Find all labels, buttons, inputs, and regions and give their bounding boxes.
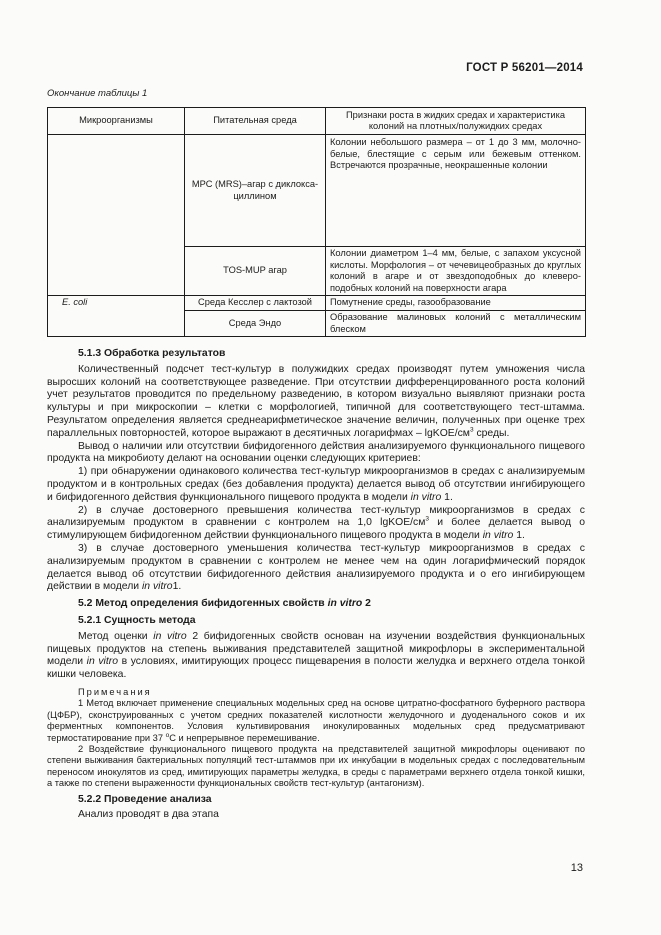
- note-1: 1 Метод включает применение специальных модельных сред на основе цитратно-фосфатного буферного раствора (ЦФБР), сконструированных с учетом средних показателей кислотности желудочного и дуоденального соков и их ферментных компонентов. Условия культивирования инокулированных модельных сред предусматривают термостатирование при 37 $^о$С и непрерывное перемешивание.: [47, 698, 585, 743]
- header-medium: Питательная среда: [185, 108, 326, 135]
- section-title-5-2: 5.2 Метод определения бифидогенных свойств in vitro 2: [78, 598, 371, 610]
- header-signs: Признаки роста в жидких средах и характеристика колоний на плотных/полужидких средах: [326, 108, 586, 135]
- signs-cell: Колонии диаметром 1–4 мм, белые, с запахом уксусной кислоты. Морфология – от чечевицеобразных до круглых колоний в агаре и от звездоподобных до клевероподобных колоний на поверхности агара: [326, 247, 586, 296]
- body-text: [47, 348, 585, 822]
- header-organisms: Микроорганизмы: [48, 108, 185, 135]
- table-row: [48, 296, 586, 311]
- medium-cell: МРС (MRS)–агар с диклокса-циллином: [185, 135, 326, 247]
- paragraph: Вывод о наличии или отсутствии бифидогенного действия анализируемого функционального пищевого продукта на микробиоту делают на основании оценки следующих критериев:: [47, 440, 585, 465]
- notes: [47, 687, 585, 790]
- page-number: 13: [570, 862, 583, 874]
- document-code: ГОСТ Р 56201—2014: [466, 62, 583, 74]
- criterion-1: 1) при обнаружении одинакового количества тест-культур микроорганизмов в средах с анализируемым продуктом и в контрольных средах (без добавления продукта) делается вывод об отсутствии ингибирующего и бифидогенного действия функционального пищевого продукта в модели in vitro 1.: [47, 466, 585, 503]
- medium-cell: TOS-MUP агар: [185, 247, 326, 296]
- paragraph: Анализ проводят в два этапа: [78, 809, 219, 821]
- table-header-row: [48, 108, 586, 135]
- medium-cell: Среда Эндо: [185, 311, 326, 337]
- signs-cell: Колонии небольшого размера – от 1 до 3 мм, молочно-белые, блестящие с серым или бежевым оттенком. Встречаются прозрачные, неокрашенные колонии: [326, 135, 586, 247]
- section-title-5-2-1: 5.2.1 Сущность метода: [78, 614, 196, 626]
- notes-title: Примечания: [78, 686, 152, 697]
- section-title-5-2-2: 5.2.2 Проведение анализа: [78, 793, 212, 805]
- criterion-3: 3) в случае достоверного уменьшения количества тест-культур микроорганизмов в средах с анализируемым продуктом в сравнении с контролем не менее чем на один логарифмический порядок делается вывод об отсутствии бифидогенного действия анализируемого продукта и о его ингибирующем действии в модели in vitro1.: [47, 542, 585, 593]
- paragraph: Количественный подсчет тест-культур в полужидких средах производят путем умножения числа выросших колоний на соответствующее разведение. При отсутствии дифференцированного роста колоний учет результатов проводится по предельному разведению, в котором визуально выявляют признаки роста культуры и при микроскопии – клетки с морфологией, типичной для соответствующего тест-штамма. Результатом определения является среднеарифметическое значение величин, полученных при оценке трех параллельных повторностей, которое выражают в десятичных логарифмах – lgKOE/$см^3$ среды.: [47, 363, 585, 439]
- section-title-5-1-3: 5.1.3 Обработка результатов: [78, 348, 226, 359]
- table-1-end: [47, 107, 586, 337]
- criterion-2: 2) в случае достоверного превышения количества тест-культур микроорганизмов в средах с анализируемым продуктом в сравнении с контролем на 1,0 lgKOE/$см^3$ и более делается вывод о стимулирующем бифидогенном действии функционального пищевого продукта в модели in vitro 1.: [47, 504, 585, 542]
- note-2: 2 Воздействие функционального пищевого продукта на представителей защитной микрофлоры оценивают по степени выживания бактериальных популяций тест-штаммов при их инкубации в модельных средах с последовательным переносом инокулятов из сред, имитирующих параметры желудка, в среды с параметрами верхнего отдела тонкой кишки, а также по степени выраженности функциональных свойств тест-культур (антагонизм).: [47, 743, 585, 789]
- table-row: [48, 135, 586, 247]
- signs-cell: Образование малиновых колоний с металлическим блеском: [326, 311, 586, 337]
- organism-cell-empty: [48, 135, 185, 296]
- paragraph: Метод оценки in vitro 2 бифидогенных свойств основан на изучении воздействия функциональных пищевых продуктов на степень выживания представителей защитной микрофлоры в экспериментальной модели in vitro в условиях, имитирующих процесс пищеварения в полости желудка и верхнего отдела тонкой кишки человека.: [47, 630, 585, 681]
- organism-cell: E. coli: [48, 296, 185, 337]
- table-caption: Окончание таблицы 1: [47, 88, 148, 99]
- signs-cell: Помутнение среды, газообразование: [326, 296, 586, 311]
- medium-cell: Среда Кесслер с лактозой: [185, 296, 326, 311]
